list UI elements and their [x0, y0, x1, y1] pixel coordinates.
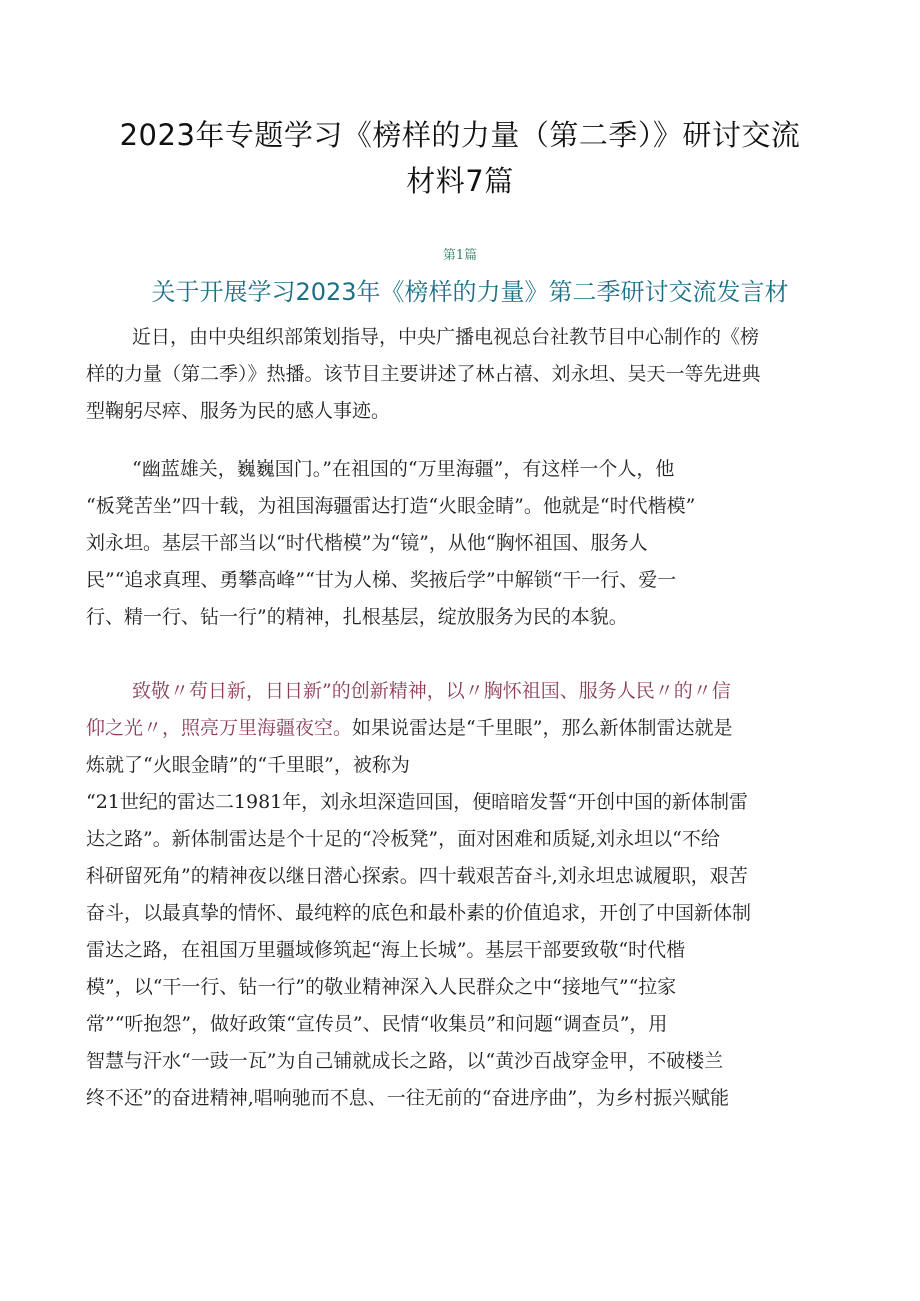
document-title: [60, 112, 860, 204]
paragraph-line: 常”“听抱怨”，做好政策“宣传员”、民情“收集员”和问题“调查员”，用: [86, 1013, 668, 1035]
paragraph-line: 样的力量（第二季）》热播。该节目主要讲述了林占禧、刘永坦、吴天一等先进典: [86, 363, 761, 385]
paragraph-line: “板凳苦坐”四十载，为祖国海疆雷达打造“火眼金睛”。他就是“时代楷模”: [86, 495, 696, 517]
paragraph-2: [86, 451, 850, 636]
document-title-line-1: 2023年专题学习《榜样的力量（第二季）》研讨交流: [119, 118, 801, 152]
paragraph-line: 行、精一行、钻一行”的精神，扎根基层，绽放服务为民的本貌。: [86, 606, 628, 628]
section-number: 第1篇: [442, 248, 478, 263]
paragraph-line: 型鞠躬尽瘁、服务为民的感人事迹。: [86, 400, 391, 422]
document-title-line-2: 材料7篇: [406, 164, 514, 198]
article-title: 关于开展学习2023年《榜样的力量》第二季研讨交流发言材: [151, 278, 789, 306]
highlighted-line: 致敬〃苟日新，日日新”的创新精神，以〃胸怀祖国、服务人民〃的〃信: [132, 680, 731, 702]
paragraph-line: 终不还”的奋进精神,唱响驰而不息、一往无前的“奋进序曲”，为乡村振兴赋能: [86, 1087, 730, 1109]
plain-text: 如果说雷达是“千里眼”，那么新体制雷达就是: [352, 717, 733, 739]
paragraph-1: [86, 319, 850, 430]
paragraph-line: 炼就了“火眼金睛”的“千里眼”，被称为: [86, 754, 410, 776]
paragraph-line: 民”“追求真理、勇攀高峰”“甘为人梯、奖掖后学”中解锁“干一行、爱一: [86, 569, 677, 591]
paragraph-line: 近日，由中央组织部策划指导，中央广播电视总台社教节目中心制作的《榜: [132, 326, 760, 348]
paragraph-3: [86, 673, 850, 1117]
paragraph-line: [86, 710, 850, 747]
paragraph-line: “幽蓝雄关，巍巍国门。”在祖国的“万里海疆”，有这样一个人，他: [132, 458, 675, 480]
paragraph-line: 科研留死角”的精神夜以继日潜心探索。四十载艰苦奋斗,刘永坦忠诚履职，艰苦: [86, 865, 748, 887]
paragraph-line: 智慧与汗水“一豉一瓦”为自己铺就成长之路，以“黄沙百战穿金甲，不破楼兰: [86, 1050, 724, 1072]
paragraph-line: “21世纪的雷达二1981年，刘永坦深造回国，便暗暗发誓“开创中国的新体制雷: [86, 791, 748, 813]
highlighted-text: 仰之光〃，照亮万里海疆夜空。: [86, 717, 353, 739]
paragraph-line: 模”，以“干一行、钻一行”的敬业精神深入人民群众之中“接地气”“拉家: [86, 976, 677, 998]
paragraph-line: 刘永坦。基层干部当以“时代楷模”为“镜”，从他“胸怀祖国、服务人: [86, 532, 648, 554]
paragraph-line: 达之路”。新体制雷达是个十足的“冷板凳”，面对困难和质疑,刘永坦以“不给: [86, 828, 720, 850]
paragraph-line: 雷达之路，在祖国万里疆域修筑起“海上长城”。基层干部要致敬“时代楷: [86, 939, 686, 961]
paragraph-line: 奋斗，以最真挚的情怀、最纯粹的底色和最朴素的价值追求，开创了中国新体制: [86, 902, 752, 924]
